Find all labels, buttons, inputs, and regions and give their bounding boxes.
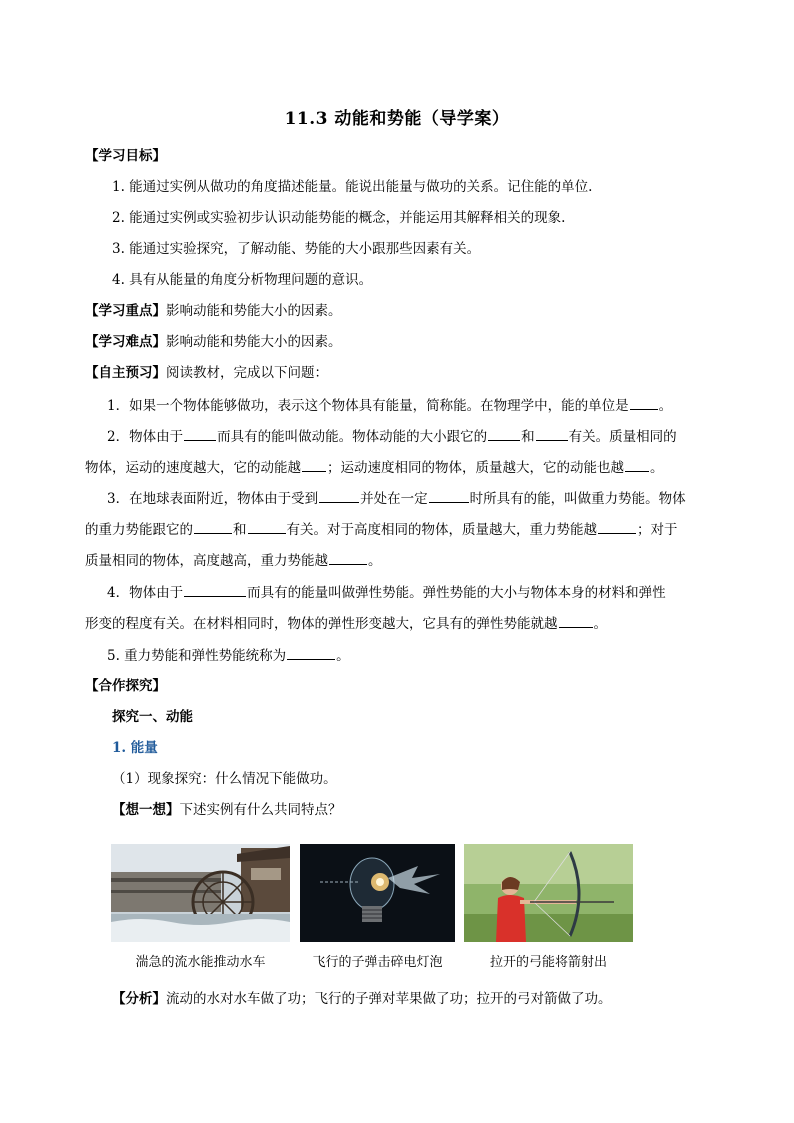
q3-text-i: 。 — [368, 553, 382, 569]
think-label: 【想一想】 — [112, 802, 180, 818]
q4-text-c: 形变的程度有关。在材料相同时，物体的弹性形变越大，它具有的弹性势能就越 — [85, 616, 558, 632]
q1-blank[interactable] — [630, 396, 658, 410]
q5-end: 。 — [336, 648, 350, 664]
energy-heading: 1. 能量 — [112, 740, 158, 756]
q4-blank-1[interactable] — [184, 583, 246, 597]
key-label: 【学习重点】 — [85, 303, 166, 319]
difficulty-point — [85, 333, 342, 351]
question-4-line-2 — [85, 614, 607, 633]
q3-blank-4[interactable] — [248, 520, 286, 534]
q2-text-a: 2．物体由于 — [107, 429, 184, 445]
q1-text: 1．如果一个物体能够做功，表示这个物体具有能量，简称能。在物理学中，能的单位是 — [107, 398, 629, 414]
q3-blank-1[interactable] — [319, 489, 359, 503]
q2-text-g: 。 — [650, 460, 664, 476]
q2-text-c: 和 — [521, 429, 535, 445]
preview-text: 阅读教材，完成以下问题： — [166, 365, 328, 381]
q4-text-d: 。 — [593, 616, 607, 632]
bullet-bulb-photo — [300, 844, 455, 942]
q4-blank-2[interactable] — [559, 614, 593, 628]
q2-blank-2[interactable] — [488, 427, 520, 441]
q5-blank[interactable] — [287, 646, 335, 660]
goal-item-3: 3. 能通过实验探究，了解动能、势能的大小跟那些因素有关。 — [112, 241, 481, 257]
key-text: 影响动能和势能大小的因素。 — [166, 303, 342, 319]
q2-text-f: ；运动速度相同的物体，质量越大，它的动能也越 — [327, 460, 624, 476]
question-2-line-2 — [85, 458, 664, 477]
question-3-line-1 — [107, 489, 686, 508]
q3-blank-3[interactable] — [194, 520, 232, 534]
caption-bullet-bulb: 飞行的子弹击碎电灯泡 — [312, 955, 443, 970]
q3-text-d: 的重力势能跟它的 — [85, 522, 193, 538]
question-2-line-1 — [107, 427, 677, 446]
q2-text-b: 而具有的能叫做动能。物体动能的大小跟它的 — [217, 429, 488, 445]
q2-text-d: 有关。质量相同的 — [568, 429, 677, 445]
q4-text-a: 4．物体由于 — [107, 585, 184, 601]
analysis-line — [112, 990, 612, 1008]
think-text: 下述实例有什么共同特点？ — [179, 802, 342, 818]
q3-blank-6[interactable] — [329, 551, 367, 565]
q2-blank-3[interactable] — [536, 427, 568, 441]
q2-blank-1[interactable] — [184, 427, 216, 441]
q4-text-b: 而具有的能量叫做弹性势能。弹性势能的大小与物体本身的材料和弹性 — [247, 585, 666, 601]
think-line — [112, 801, 342, 819]
q1-end: 。 — [658, 398, 673, 414]
water-wheel-photo — [111, 844, 290, 942]
coop-heading: 【合作探究】 — [85, 678, 166, 694]
question-3-line-2 — [85, 520, 678, 539]
goals-heading: 【学习目标】 — [85, 148, 166, 164]
question-1 — [107, 396, 672, 415]
question-3-line-3 — [85, 551, 382, 570]
q3-blank-5[interactable] — [598, 520, 636, 534]
q5-text: 5. 重力势能和弹性势能统称为 — [107, 648, 287, 664]
analysis-label: 【分析】 — [112, 991, 166, 1007]
difficulty-text: 影响动能和势能大小的因素。 — [166, 334, 342, 350]
question-4-line-1 — [107, 583, 666, 602]
phenomenon-text: （1）现象探究：什么情况下能做功。 — [112, 771, 337, 787]
preview-label: 【自主预习】 — [85, 365, 166, 381]
q3-text-b: 并处在一定 — [360, 491, 428, 507]
question-5 — [107, 646, 350, 665]
q3-text-e: 和 — [233, 522, 247, 538]
goal-item-4: 4. 具有从能量的角度分析物理问题的意识。 — [112, 272, 373, 288]
difficulty-label: 【学习难点】 — [85, 334, 166, 350]
goal-item-1: 1. 能通过实例从做功的角度描述能量。能说出能量与做功的关系。记住能的单位. — [112, 179, 593, 195]
q2-text-e: 物体，运动的速度越大，它的动能越 — [85, 460, 301, 476]
q2-blank-5[interactable] — [625, 458, 649, 472]
key-point — [85, 302, 342, 320]
q2-blank-4[interactable] — [302, 458, 326, 472]
q3-text-g: ；对于 — [637, 522, 678, 538]
goal-item-2: 2. 能通过实例或实验初步认识动能势能的概念，并能运用其解释相关的现象. — [112, 210, 566, 226]
preview-intro — [85, 364, 328, 382]
q3-text-a: 3．在地球表面附近，物体由于受到 — [107, 491, 319, 507]
archer-photo — [464, 844, 633, 942]
q3-text-h: 质量相同的物体，高度越高，重力势能越 — [85, 553, 328, 569]
q3-text-c: 时所具有的能，叫做重力势能。物体 — [469, 491, 686, 507]
caption-archer: 拉开的弓能将箭射出 — [489, 955, 607, 970]
analysis-text: 流动的水对水车做了功；飞行的子弹对苹果做了功；拉开的弓对箭做了功。 — [166, 991, 612, 1007]
page-title: 11.3 动能和势能（导学案） — [284, 109, 510, 129]
explore-one-heading: 探究一、动能 — [112, 709, 193, 725]
q3-text-f: 有关。对于高度相同的物体，质量越大，重力势能越 — [286, 522, 597, 538]
caption-water-wheel: 湍急的流水能推动水车 — [135, 955, 266, 970]
q3-blank-2[interactable] — [429, 489, 469, 503]
